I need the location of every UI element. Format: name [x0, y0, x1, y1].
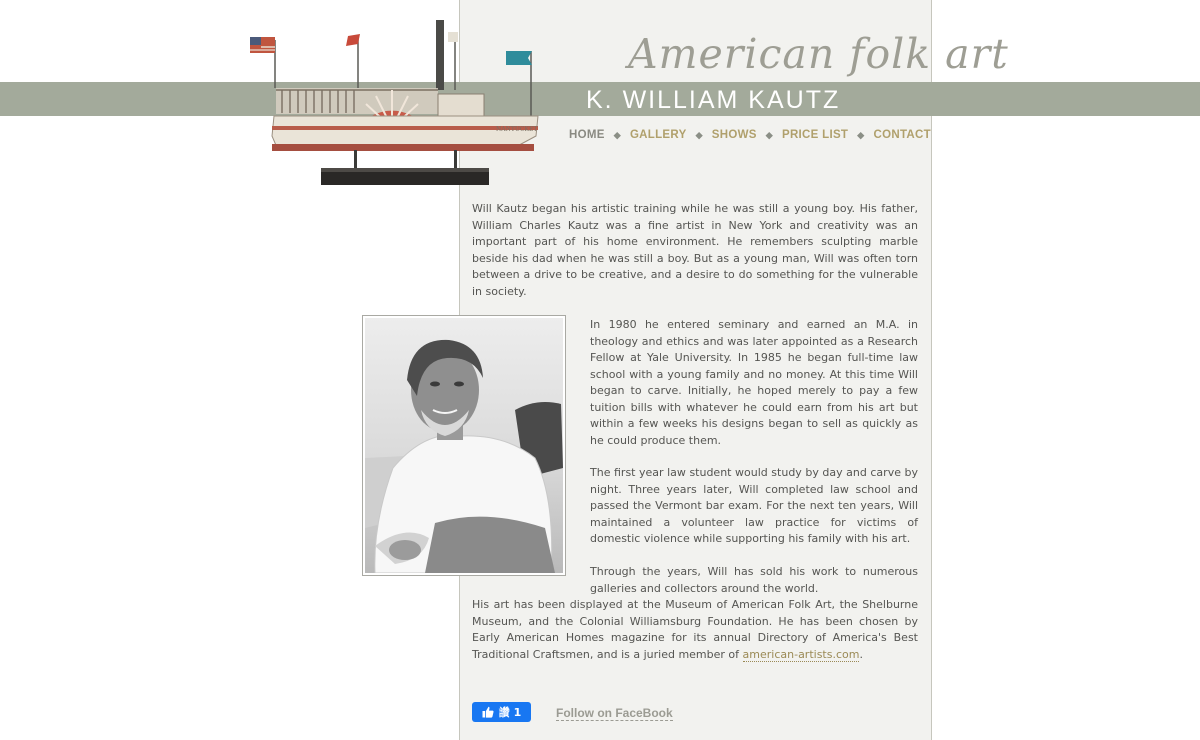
american-artists-link[interactable]: american-artists.com	[742, 647, 860, 661]
paddle-steamer-boat-illustration	[248, 18, 540, 190]
bio-paragraph-4-end: .	[859, 647, 863, 661]
bio-paragraph-3: The first year law student would study by day and carve by night. Three years later, Will completed law school and passed the Vermont bar exam. For the next ten years, Will maintained a volunteer law practice for victims of domestic violence while supporting his family with his art.	[590, 466, 918, 545]
site-tagline: American folk art	[628, 30, 1009, 78]
main-navigation	[569, 128, 931, 142]
follow-on-facebook-link[interactable]: Follow on FaceBook	[556, 706, 673, 720]
boat-nameplate: NANTUCKET	[496, 126, 538, 133]
nav-home[interactable]: HOME	[569, 129, 605, 141]
bio-paragraph-4	[472, 597, 918, 663]
nav-separator-icon: ◆	[857, 129, 865, 140]
bio-paragraph-1: Will Kautz began his artistic training while he was still a young boy. His father, William Charles Kautz was a fine artist in New York and creativity was an important part of his home environment. He remembers sculpting marble beside his dad when he was still a boy. But as a young man, Will was often torn between a drive to be creative, and a desire to do something for the vulnerable in society.	[472, 202, 918, 298]
nav-separator-icon: ◆	[695, 129, 703, 140]
nav-separator-icon: ◆	[613, 129, 621, 140]
smokestack	[436, 20, 444, 90]
nav-price-list[interactable]: PRICE LIST	[781, 129, 849, 141]
bio-paragraph-2: In 1980 he entered seminary and earned an M.A. in theology and ethics and was later appointed as a Research Fellow at Yale University. In 1985 he began full-time law school with a young family and no money. At this time Will began to carve. Initially, he hoped merely to pay a few tuition bills with whatever he could earn from his art but within a few weeks his designs began to sell as quickly as he could produce them.	[590, 318, 918, 447]
artist-portrait-photo	[365, 318, 563, 573]
facebook-like-count: 讚 1	[498, 706, 522, 719]
bio-paragraph-4-start: Through the years, Will has sold his work to numerous galleries and collectors around the world.	[590, 565, 918, 595]
nav-contact[interactable]: CONTACT	[873, 129, 931, 141]
teal-flag-icon	[506, 51, 532, 65]
nav-gallery[interactable]: GALLERY	[629, 129, 687, 141]
nav-shows[interactable]: SHOWS	[711, 129, 757, 141]
artist-name-title: K. WILLIAM KAUTZ	[586, 86, 841, 114]
artist-portrait-frame	[362, 315, 566, 576]
bio-paragraph-4-text: His art has been displayed at the Museum of American Folk Art, the Shelburne Museum, and the Colonial Williamsburg Foundation. He has been chosen by Early American Homes magazine for its annual Directory of America's Best Traditional Craftsmen, and is a juried member of	[472, 598, 918, 661]
thumbs-up-icon	[482, 706, 494, 718]
facebook-like-button[interactable]	[472, 702, 531, 722]
nav-separator-icon: ◆	[765, 129, 773, 140]
